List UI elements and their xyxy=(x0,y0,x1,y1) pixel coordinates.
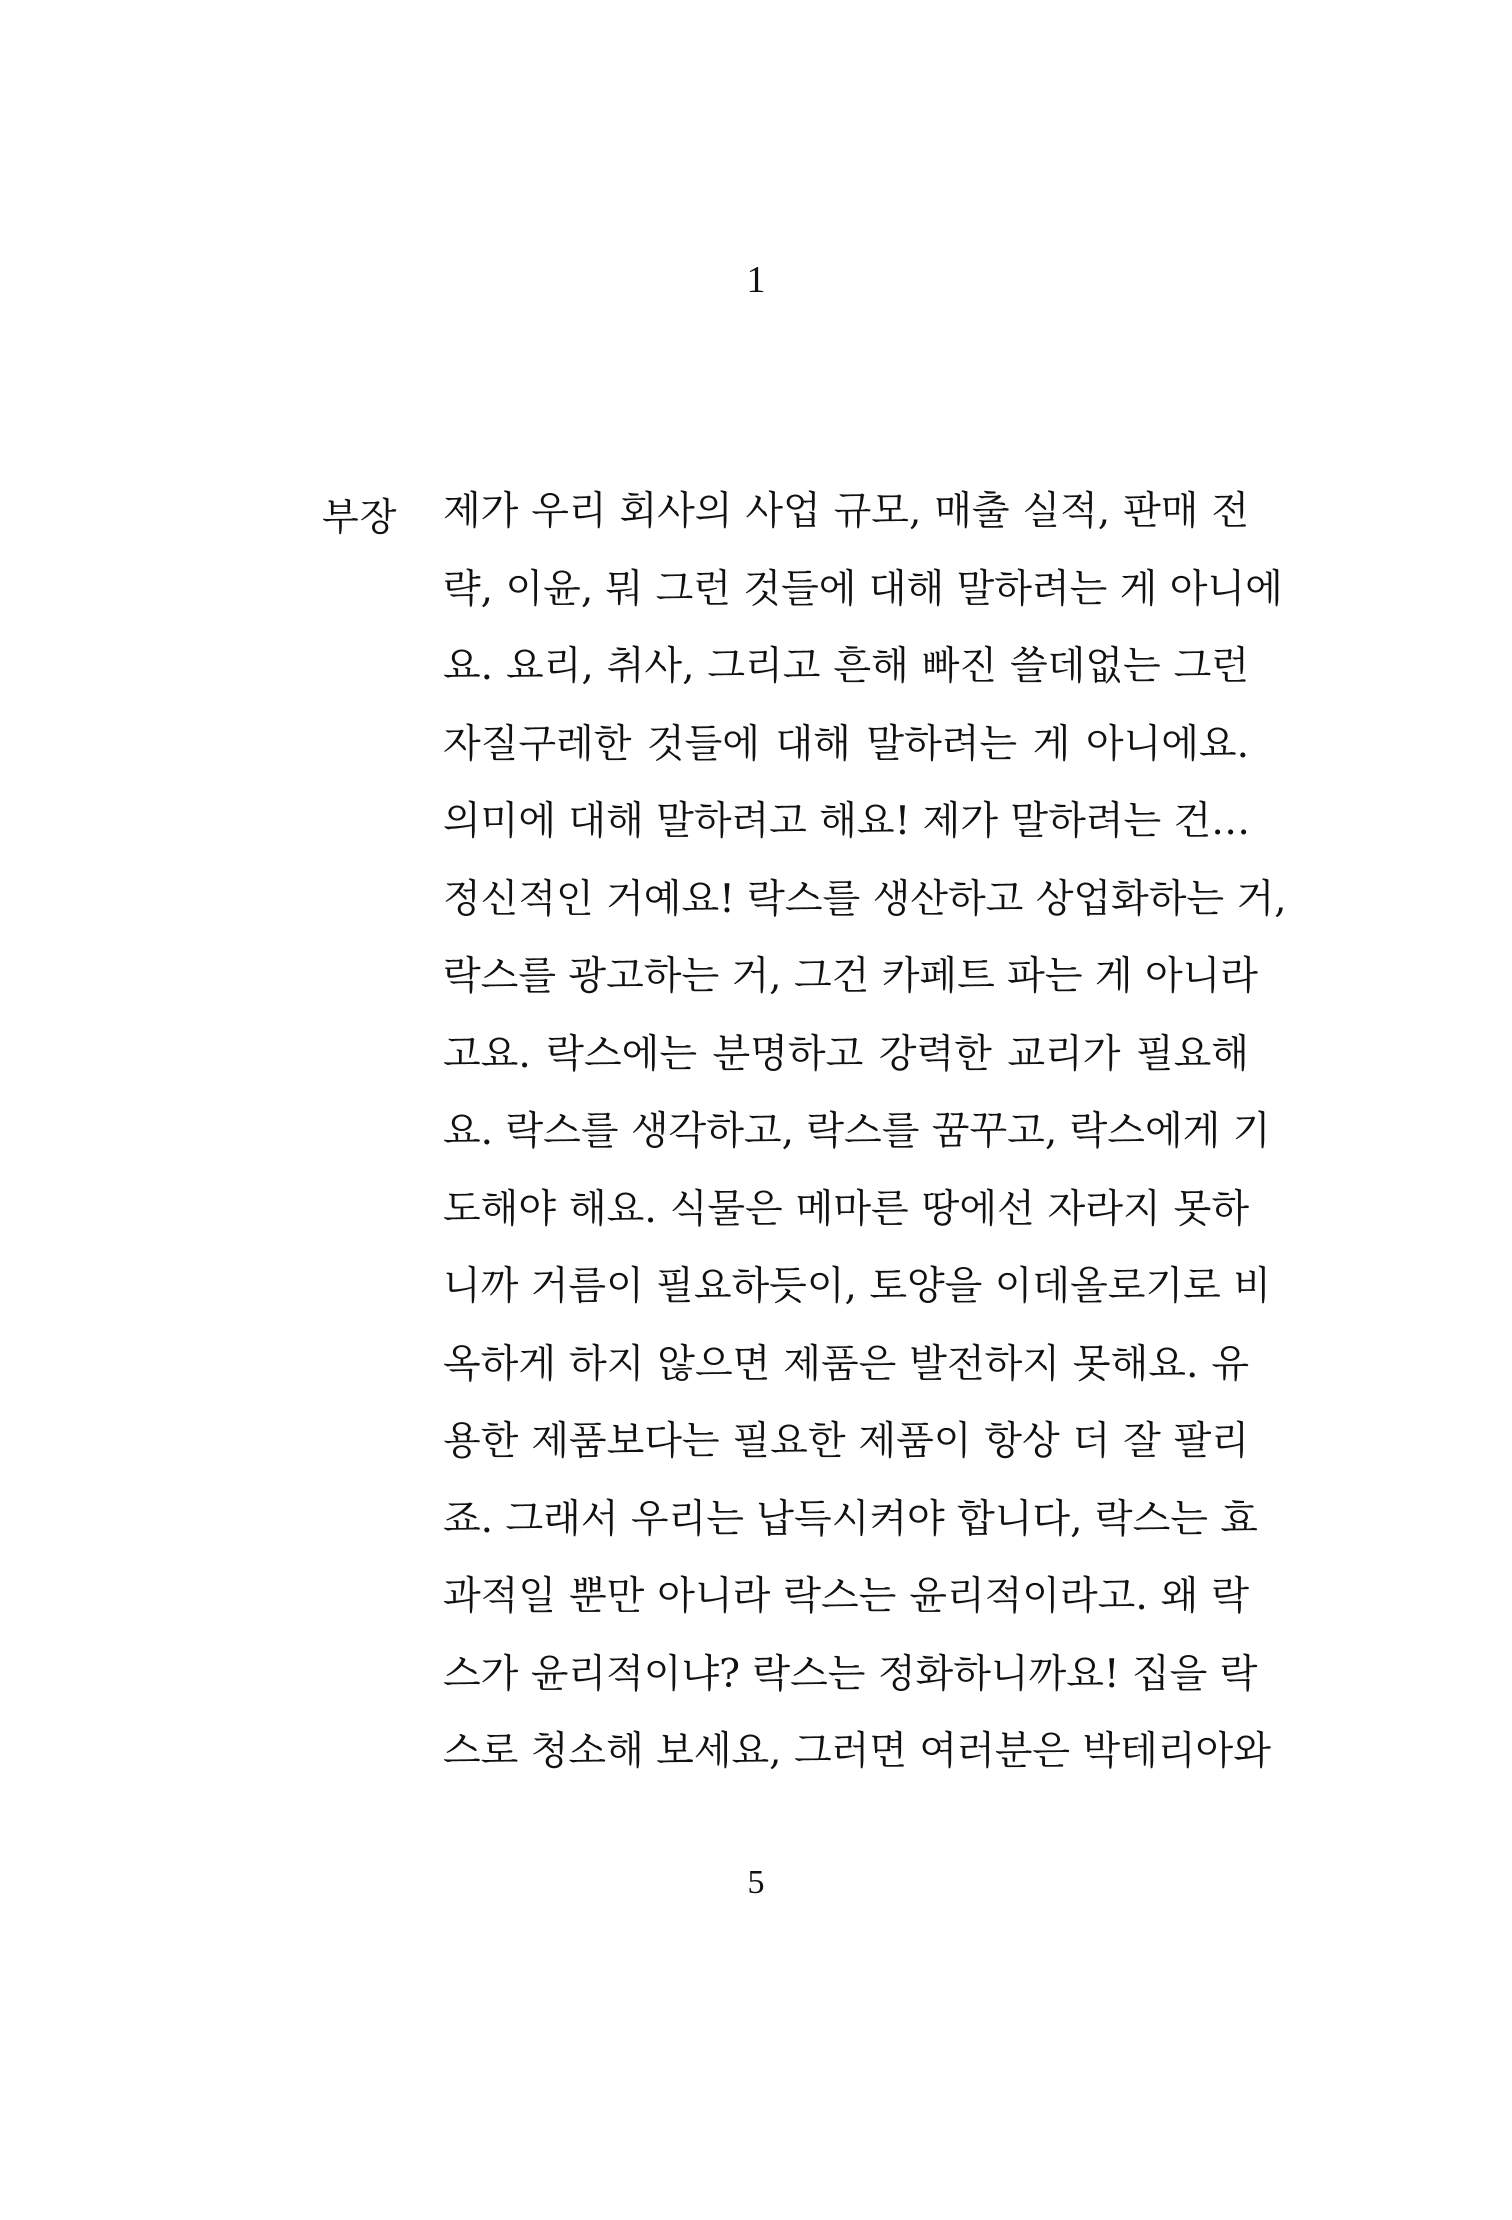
text-line: 죠. 그래서 우리는 납득시켜야 합니다, 락스는 효 xyxy=(443,1496,1258,1542)
chapter-number: 1 xyxy=(746,259,766,301)
text-line: 요. 락스를 생각하고, 락스를 꿈꾸고, 락스에게 기 xyxy=(443,1109,1271,1154)
text-line: 락스를 광고하는 거, 그건 카페트 파는 게 아니라 xyxy=(443,954,1258,999)
text-line: 고요. 락스에는 분명하고 강력한 교리가 필요해 xyxy=(443,1031,1249,1077)
text-line: 정신적인 거예요! 락스를 생산하고 상업화하는 거, xyxy=(443,876,1287,922)
speaker-name: 부장 xyxy=(322,495,398,539)
text-line: 용한 제품보다는 필요한 제품이 항상 더 잘 팔리 xyxy=(443,1419,1249,1464)
page-number: 5 xyxy=(747,1864,765,1901)
text-line: 자질구레한 것들에 대해 말하려는 게 아니에요. xyxy=(443,721,1249,767)
text-line: 니까 거름이 필요하듯이, 토양을 이데올로기로 비 xyxy=(443,1264,1271,1309)
text-line: 도해야 해요. 식물은 메마른 땅에선 자라지 못하 xyxy=(443,1186,1249,1232)
text-line: 요. 요리, 취사, 그리고 흔해 빠진 쓸데없는 그런 xyxy=(443,644,1249,689)
text-line: 스가 윤리적이냐? 락스는 정화하니까요! 집을 락 xyxy=(443,1651,1258,1697)
text-line: 의미에 대해 말하려고 해요! 제가 말하려는 건… xyxy=(443,799,1251,844)
text-line: 옥하게 하지 않으면 제품은 발전하지 못해요. 유 xyxy=(443,1341,1249,1387)
text-line: 스로 청소해 보세요, 그러면 여러분은 박테리아와 xyxy=(443,1729,1271,1774)
speech-text xyxy=(443,486,1287,1804)
text-line: 과적일 뿐만 아니라 락스는 윤리적이라고. 왜 락 xyxy=(443,1574,1249,1619)
text-line: 제가 우리 회사의 사업 규모, 매출 실적, 판매 전 xyxy=(443,489,1249,534)
text-line: 략, 이윤, 뭐 그런 것들에 대해 말하려는 게 아니에 xyxy=(443,566,1283,612)
